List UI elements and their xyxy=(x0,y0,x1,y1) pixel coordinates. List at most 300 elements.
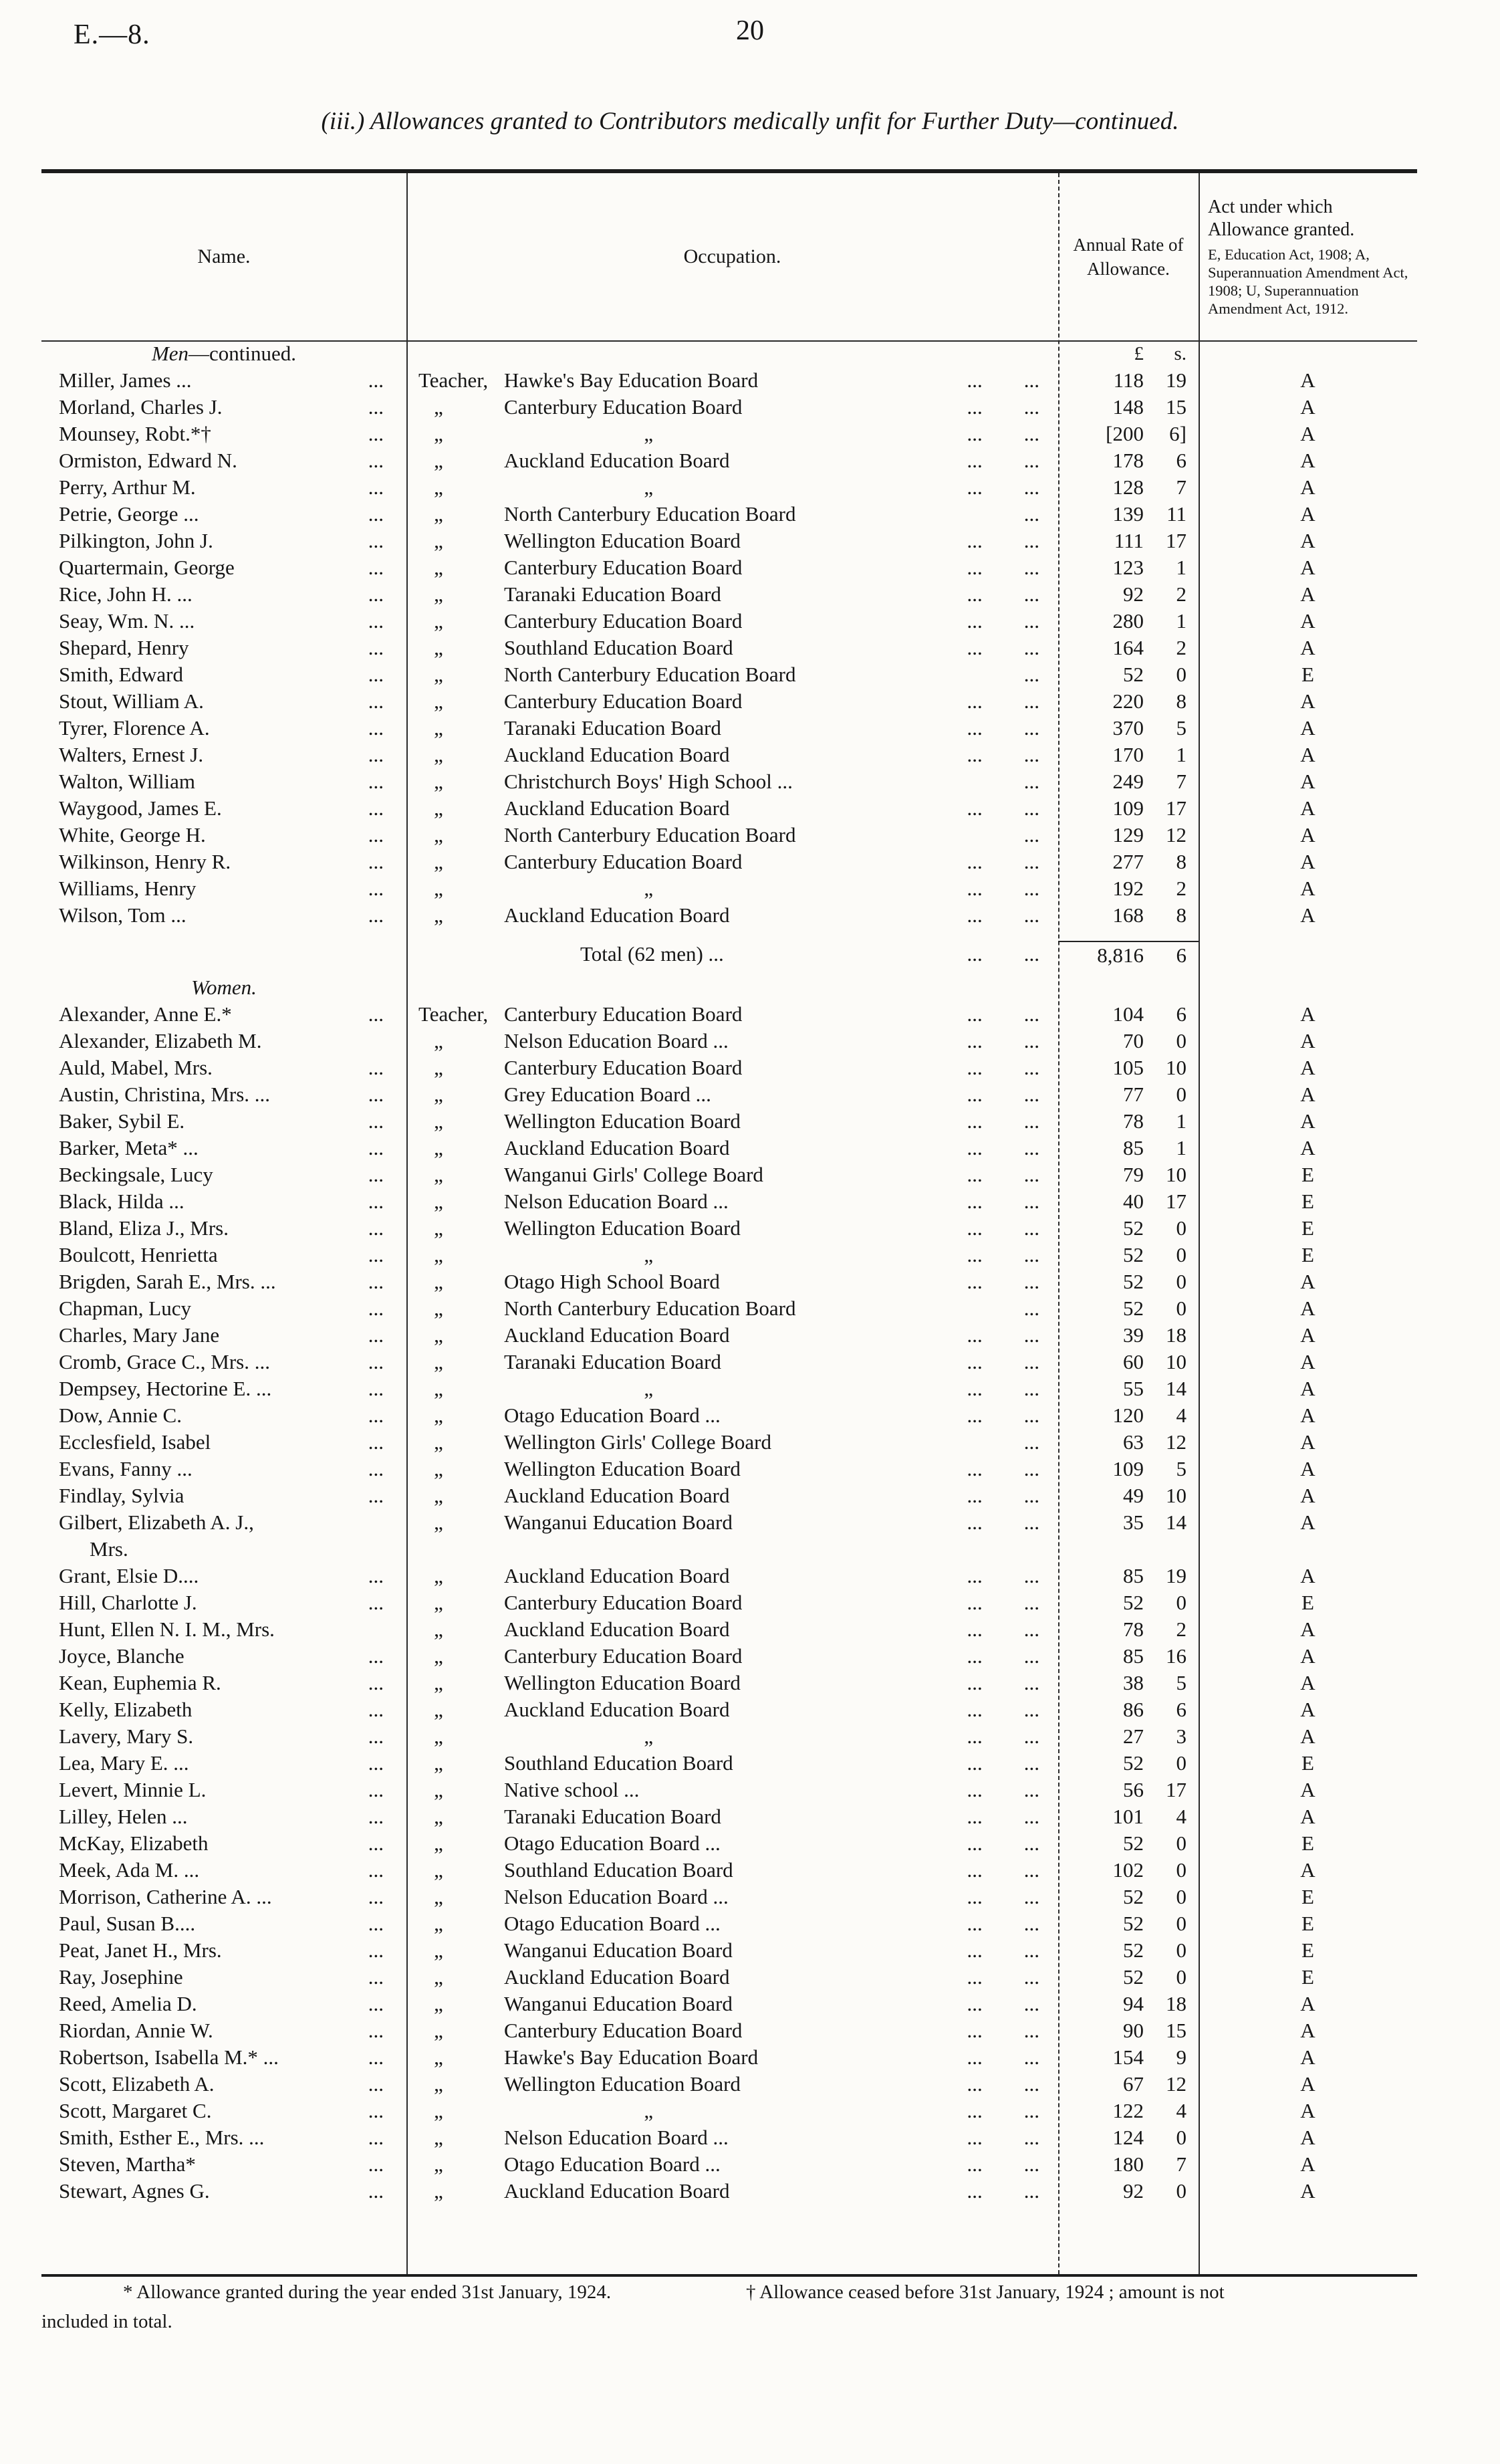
rate-shillings: 14 xyxy=(1166,1377,1186,1400)
occupation-prefix: „ xyxy=(434,2126,443,2149)
occupation-prefix: „ xyxy=(434,1136,443,1159)
occupation-cell xyxy=(406,581,1058,608)
occupation-dot-leader: ... ... xyxy=(967,877,1039,900)
act-code: A xyxy=(1300,2072,1316,2096)
person-name: Ray, Josephine xyxy=(59,1965,183,1989)
rate-cell xyxy=(1058,1215,1199,1242)
name-cell xyxy=(41,2017,406,2044)
board-name: Auckland Education Board xyxy=(504,903,730,927)
act-code: A xyxy=(1300,1083,1316,1106)
name-dot-leader: ... xyxy=(368,1457,384,1480)
name-cell xyxy=(41,2124,406,2151)
occupation-dot-leader: ... ... xyxy=(967,743,1039,766)
occupation-cell xyxy=(406,1884,1058,1910)
occupation-cell xyxy=(406,1215,1058,1242)
person-name: Findlay, Sylvia xyxy=(59,1484,184,1507)
occupation-prefix: „ xyxy=(434,1457,443,1480)
occupation-prefix: „ xyxy=(434,2072,443,2096)
rate-pounds: 124 xyxy=(1112,2126,1144,2149)
rate-pounds: 52 xyxy=(1123,1591,1144,1614)
name-cell xyxy=(41,1081,406,1108)
rate-pounds: 40 xyxy=(1123,1190,1144,1213)
occupation-dot-leader: ... ... xyxy=(967,1992,1039,2015)
occupation-prefix: „ xyxy=(434,1270,443,1293)
act-code: A xyxy=(1300,449,1316,472)
name-cell xyxy=(41,1108,406,1135)
rate-cell xyxy=(1058,822,1199,849)
occupation-cell xyxy=(406,1295,1058,1322)
occupation-prefix: „ xyxy=(434,796,443,820)
name-dot-leader: ... xyxy=(368,1938,384,1962)
occupation-dot-leader: ... ... xyxy=(967,1083,1039,1106)
rate-pounds: 90 xyxy=(1123,2019,1144,2042)
board-name: Taranaki Education Board xyxy=(504,1805,721,1828)
act-code: E xyxy=(1301,1885,1314,1908)
name-cell xyxy=(41,501,406,528)
rate-cell xyxy=(1058,1161,1199,1188)
occupation-dot-leader: ... ... xyxy=(967,395,1039,419)
occupation-dot-leader: ... xyxy=(1023,1430,1039,1454)
rate-shillings: 1 xyxy=(1176,1136,1186,1159)
rate-pounds: 86 xyxy=(1123,1698,1144,1721)
occupation-cell xyxy=(406,1322,1058,1349)
name-dot-leader: ... xyxy=(368,823,384,847)
name-dot-leader: ... xyxy=(368,663,384,686)
name-cell xyxy=(41,1696,406,1723)
occupation-dot-leader: ... ... xyxy=(967,1377,1039,1400)
board-name: Canterbury Education Board xyxy=(504,1002,743,1026)
table-row xyxy=(41,715,1417,742)
rate-shillings: 10 xyxy=(1166,1056,1186,1079)
name-cell xyxy=(41,1803,406,1830)
act-code: A xyxy=(1300,743,1316,766)
act-code: A xyxy=(1300,1457,1316,1480)
table-row xyxy=(41,2151,1417,2178)
name-cell xyxy=(41,447,406,474)
section-heading-row xyxy=(41,974,1417,1001)
header-act xyxy=(1199,173,1417,340)
person-name: Joyce, Blanche xyxy=(59,1644,184,1668)
occupation-cell xyxy=(406,1670,1058,1696)
occupation-cell xyxy=(406,2151,1058,2178)
name-dot-leader: ... xyxy=(368,1644,384,1668)
board-name: Wellington Education Board xyxy=(504,1671,741,1694)
name-dot-leader: ... xyxy=(368,609,384,633)
rate-pounds: 52 xyxy=(1123,1831,1144,1855)
name-dot-leader: ... xyxy=(368,877,384,900)
rate-cell xyxy=(1058,1991,1199,2017)
occupation-dot-leader: ... xyxy=(1023,1297,1039,1320)
occupation-cell xyxy=(406,2124,1058,2151)
rate-cell xyxy=(1058,1402,1199,1429)
section-heading-rest: —continued. xyxy=(189,342,297,365)
board-name: Wanganui Education Board xyxy=(504,1938,733,1962)
occupation-dot-leader: ... ... xyxy=(967,1243,1039,1266)
person-name: Morrison, Catherine A. ... xyxy=(59,1885,272,1908)
name-cell xyxy=(41,1402,406,1429)
rate-cell xyxy=(1058,1937,1199,1964)
rate-pounds: 168 xyxy=(1112,903,1144,927)
rate-pounds: 102 xyxy=(1112,1858,1144,1882)
name-cell xyxy=(41,394,406,421)
occupation-prefix: „ xyxy=(434,1617,443,1641)
occupation-cell xyxy=(406,635,1058,661)
table-row xyxy=(41,1589,1417,1616)
rate-cell xyxy=(1058,1322,1199,1349)
person-name: Brigden, Sarah E., Mrs. ... xyxy=(59,1270,276,1293)
table-row xyxy=(41,1456,1417,1482)
occupation-prefix: „ xyxy=(434,1912,443,1935)
table-row xyxy=(41,902,1417,929)
person-name: Dempsey, Hectorine E. ... xyxy=(59,1377,272,1400)
table-row xyxy=(41,1643,1417,1670)
person-name: Wilson, Tom ... xyxy=(59,903,186,927)
table-row xyxy=(41,768,1417,795)
name-cell xyxy=(41,1830,406,1857)
rate-pounds: 129 xyxy=(1112,823,1144,847)
board-name: North Canterbury Education Board xyxy=(504,663,796,686)
person-name: Waygood, James E. xyxy=(59,796,222,820)
rate-shillings: 2 xyxy=(1176,1617,1186,1641)
occupation-prefix: „ xyxy=(434,1190,443,1213)
occupation-dot-leader: ... ... xyxy=(967,1270,1039,1293)
rate-pounds: 39 xyxy=(1123,1323,1144,1347)
table-row xyxy=(41,1563,1417,1589)
occupation-prefix: „ xyxy=(434,2019,443,2042)
occupation-cell xyxy=(406,2044,1058,2071)
act-code: A xyxy=(1300,475,1316,499)
occupation-prefix: „ xyxy=(434,502,443,526)
table-body xyxy=(41,340,1417,2205)
rate-pounds: 280 xyxy=(1112,609,1144,633)
person-name: Auld, Mabel, Mrs. xyxy=(59,1056,213,1079)
rate-cell xyxy=(1058,2178,1199,2205)
name-cell xyxy=(41,1750,406,1777)
occupation-dot-leader: ... ... xyxy=(967,1564,1039,1587)
act-code: A xyxy=(1300,1617,1316,1641)
table-row xyxy=(41,1857,1417,1884)
name-cell xyxy=(41,1884,406,1910)
occupation-dot-leader: ... ... xyxy=(967,449,1039,472)
act-code: A xyxy=(1300,422,1316,445)
rate-shillings: 0 xyxy=(1176,1751,1186,1775)
board-name: „ xyxy=(644,877,654,900)
person-name: Levert, Minnie L. xyxy=(59,1778,207,1801)
occupation-dot-leader: ... ... xyxy=(967,1163,1039,1186)
rate-shillings: 0 xyxy=(1176,1270,1186,1293)
act-code: A xyxy=(1300,1510,1316,1534)
occupation-prefix: „ xyxy=(434,529,443,552)
name-dot-leader: ... xyxy=(368,1484,384,1507)
name-dot-leader: ... xyxy=(368,1002,384,1026)
name-cell xyxy=(41,795,406,822)
rate-shillings: 2 xyxy=(1176,582,1186,606)
act-code: A xyxy=(1300,850,1316,873)
rate-cell xyxy=(1058,1964,1199,1991)
occupation-dot-leader: ... ... xyxy=(967,1885,1039,1908)
rate-cell xyxy=(1058,1884,1199,1910)
act-code: A xyxy=(1300,796,1316,820)
rate-shillings: 7 xyxy=(1176,2152,1186,2176)
occupation-cell xyxy=(406,2017,1058,2044)
occupation-cell xyxy=(406,875,1058,902)
name-cell xyxy=(41,1215,406,1242)
rate-pounds: 180 xyxy=(1112,2152,1144,2176)
board-name: Auckland Education Board xyxy=(504,743,730,766)
occupation-prefix: „ xyxy=(434,1109,443,1133)
act-code: A xyxy=(1300,1377,1316,1400)
board-name: Nelson Education Board ... xyxy=(504,1190,729,1213)
rate-shillings: 17 xyxy=(1166,529,1186,552)
rate-pounds: 52 xyxy=(1123,1297,1144,1320)
rate-cell xyxy=(1058,849,1199,875)
occupation-prefix: „ xyxy=(434,1885,443,1908)
occupation-prefix: „ xyxy=(434,689,443,713)
person-name: Steven, Martha* xyxy=(59,2152,196,2176)
rate-shillings: 0 xyxy=(1176,1083,1186,1106)
rate-shillings: 0 xyxy=(1176,1029,1186,1052)
rate-shillings: 1 xyxy=(1176,609,1186,633)
occupation-cell xyxy=(406,2098,1058,2124)
occupation-dot-leader: ... ... xyxy=(967,529,1039,552)
rate-pounds: 67 xyxy=(1123,2072,1144,2096)
board-name: Southland Education Board xyxy=(504,1858,733,1882)
table-row xyxy=(41,2071,1417,2098)
person-name: Boulcott, Henrietta xyxy=(59,1243,218,1266)
occupation-prefix: „ xyxy=(434,395,443,419)
rate-pounds: 164 xyxy=(1112,636,1144,659)
rate-pounds: 52 xyxy=(1123,1885,1144,1908)
rate-cell xyxy=(1058,1135,1199,1161)
occupation-cell xyxy=(406,1482,1058,1509)
rate-cell xyxy=(1058,1482,1199,1509)
occupation-cell xyxy=(406,1242,1058,1268)
act-code: A xyxy=(1300,502,1316,526)
name-cell xyxy=(41,1429,406,1456)
occupation-dot-leader: ... xyxy=(1023,502,1039,526)
person-name: Williams, Henry xyxy=(59,877,197,900)
rate-pounds: 77 xyxy=(1123,1083,1144,1106)
rate-cell xyxy=(1058,1616,1199,1643)
occupation-prefix: „ xyxy=(434,1965,443,1989)
occupation-prefix: „ xyxy=(434,1831,443,1855)
board-name: Auckland Education Board xyxy=(504,1323,730,1347)
act-code: A xyxy=(1300,1858,1316,1882)
name-dot-leader: ... xyxy=(368,1404,384,1427)
rate-cell xyxy=(1058,447,1199,474)
name-dot-leader: ... xyxy=(368,1751,384,1775)
occupation-dot-leader: ... ... xyxy=(967,1938,1039,1962)
table-row xyxy=(41,1242,1417,1268)
person-name: Ormiston, Edward N. xyxy=(59,449,237,472)
name-cell xyxy=(41,1777,406,1803)
rate-pounds: 139 xyxy=(1112,502,1144,526)
act-code: E xyxy=(1301,1163,1314,1186)
table-row xyxy=(41,1135,1417,1161)
rate-shillings: 4 xyxy=(1176,1805,1186,1828)
name-dot-leader: ... xyxy=(368,1163,384,1186)
name-cell xyxy=(41,902,406,929)
act-code: A xyxy=(1300,1029,1316,1052)
board-name: Otago High School Board xyxy=(504,1270,720,1293)
rate-cell xyxy=(1058,1108,1199,1135)
occupation-dot-leader: ... ... xyxy=(967,1510,1039,1534)
table-row xyxy=(41,1777,1417,1803)
rate-pounds: 109 xyxy=(1112,796,1144,820)
rate-pounds: 78 xyxy=(1123,1617,1144,1641)
rate-shillings: 0 xyxy=(1176,663,1186,686)
occupation-dot-leader: ... ... xyxy=(967,1724,1039,1748)
board-name: Wellington Education Board xyxy=(504,2072,741,2096)
table-row xyxy=(41,1670,1417,1696)
name-dot-leader: ... xyxy=(368,529,384,552)
total-label-cell xyxy=(406,941,1058,968)
rate-cell xyxy=(1058,1857,1199,1884)
act-code: A xyxy=(1300,1136,1316,1159)
occupation-dot-leader: ... xyxy=(1023,663,1039,686)
currency-header xyxy=(1058,340,1199,367)
person-name: Paul, Susan B.... xyxy=(59,1912,196,1935)
rate-cell xyxy=(1058,394,1199,421)
rate-shillings: 4 xyxy=(1176,1404,1186,1427)
rate-cell xyxy=(1058,2044,1199,2071)
name-cell xyxy=(41,608,406,635)
act-code: A xyxy=(1300,529,1316,552)
occupation-cell xyxy=(406,2071,1058,2098)
occupation-cell xyxy=(406,421,1058,447)
occupation-dot-leader: ... ... xyxy=(967,2099,1039,2122)
name-cell xyxy=(41,1028,406,1054)
name-cell xyxy=(41,661,406,688)
occupation-cell xyxy=(406,715,1058,742)
act-code: A xyxy=(1300,1056,1316,1079)
occupation-prefix: „ xyxy=(434,823,443,847)
board-name: „ xyxy=(644,1243,654,1266)
table-row xyxy=(41,1750,1417,1777)
person-name: Walters, Ernest J. xyxy=(59,743,204,766)
name-dot-leader: ... xyxy=(368,1270,384,1293)
occupation-dot-leader: ... ... xyxy=(967,1805,1039,1828)
rate-pounds: 104 xyxy=(1112,1002,1144,1026)
act-code: A xyxy=(1300,582,1316,606)
table-row xyxy=(41,849,1417,875)
act-code: A xyxy=(1300,636,1316,659)
occupation-dot-leader: ... ... xyxy=(967,1029,1039,1052)
occupation-cell xyxy=(406,1803,1058,1830)
table-row xyxy=(41,528,1417,554)
rate-shillings: 0 xyxy=(1176,1858,1186,1882)
table-row xyxy=(41,581,1417,608)
table-row xyxy=(41,1188,1417,1215)
rate-pounds: 78 xyxy=(1123,1109,1144,1133)
header-act-legend: E, Education Act, 1908; A, Superannuation Amendment Act, 1908; U, Superannuation Amendment Act, 1912. xyxy=(1208,246,1408,317)
table-row xyxy=(41,1349,1417,1375)
pounds-symbol: £ xyxy=(1134,343,1144,364)
name-cell xyxy=(41,2151,406,2178)
occupation-prefix: „ xyxy=(434,1083,443,1106)
occupation-prefix: „ xyxy=(434,1430,443,1454)
occupation-cell xyxy=(406,447,1058,474)
name-cell xyxy=(41,635,406,661)
table-row xyxy=(41,1028,1417,1054)
person-name: Scott, Elizabeth A. xyxy=(59,2072,215,2096)
table-row xyxy=(41,1482,1417,1509)
occupation-prefix: „ xyxy=(434,582,443,606)
rate-cell xyxy=(1058,1509,1199,1563)
occupation-dot-leader: ... ... xyxy=(967,1591,1039,1614)
board-name: Nelson Education Board ... xyxy=(504,1885,729,1908)
act-code: E xyxy=(1301,1912,1314,1935)
shillings-symbol: s. xyxy=(1174,343,1186,364)
table-row xyxy=(41,1696,1417,1723)
rate-cell xyxy=(1058,1081,1199,1108)
person-name: Smith, Esther E., Mrs. ... xyxy=(59,2126,265,2149)
rate-shillings: 0 xyxy=(1176,1885,1186,1908)
occupation-prefix: „ xyxy=(434,2152,443,2176)
occupation-prefix: „ xyxy=(434,716,443,740)
name-dot-leader: ... xyxy=(368,1965,384,1989)
act-code: A xyxy=(1300,770,1316,793)
rate-cell xyxy=(1058,421,1199,447)
board-name: North Canterbury Education Board xyxy=(504,1297,796,1320)
occupation-cell xyxy=(406,501,1058,528)
person-name: Wilkinson, Henry R. xyxy=(59,850,231,873)
rate-shillings: 0 xyxy=(1176,1297,1186,1320)
person-name: Cromb, Grace C., Mrs. ... xyxy=(59,1350,270,1373)
board-name: „ xyxy=(644,422,654,445)
rate-cell xyxy=(1058,2017,1199,2044)
rate-pounds: 38 xyxy=(1123,1671,1144,1694)
rate-cell xyxy=(1058,528,1199,554)
table-row xyxy=(41,2044,1417,2071)
occupation-dot-leader: ... ... xyxy=(967,1644,1039,1668)
rate-cell xyxy=(1058,875,1199,902)
name-dot-leader: ... xyxy=(368,582,384,606)
name-dot-leader: ... xyxy=(368,716,384,740)
occupation-dot-leader: ... ... xyxy=(967,636,1039,659)
occupation-prefix: „ xyxy=(434,1644,443,1668)
act-code: A xyxy=(1300,689,1316,713)
occupation-cell xyxy=(406,1857,1058,1884)
act-code: A xyxy=(1300,823,1316,847)
occupation-cell xyxy=(406,849,1058,875)
name-dot-leader: ... xyxy=(368,1778,384,1801)
act-code: A xyxy=(1300,1724,1316,1748)
table-row xyxy=(41,1402,1417,1429)
act-code: A xyxy=(1300,716,1316,740)
board-name: Otago Education Board ... xyxy=(504,2152,721,2176)
occupation-cell xyxy=(406,1777,1058,1803)
act-code: A xyxy=(1300,1109,1316,1133)
rate-cell xyxy=(1058,742,1199,768)
board-name: Auckland Education Board xyxy=(504,796,730,820)
rate-pounds: 109 xyxy=(1112,1457,1144,1480)
occupation-dot-leader: ... ... xyxy=(967,556,1039,579)
act-code: A xyxy=(1300,1698,1316,1721)
rate-cell xyxy=(1058,1054,1199,1081)
rate-shillings: 12 xyxy=(1166,1430,1186,1454)
table-row xyxy=(41,1991,1417,2017)
rate-shillings: 2 xyxy=(1176,877,1186,900)
name-cell xyxy=(41,1589,406,1616)
board-name: Grey Education Board ... xyxy=(504,1083,711,1106)
name-cell xyxy=(41,875,406,902)
name-dot-leader: ... xyxy=(368,743,384,766)
occupation-dot-leader: ... ... xyxy=(967,2126,1039,2149)
rate-shillings: 6] xyxy=(1169,422,1186,445)
section-heading xyxy=(41,340,406,367)
name-cell xyxy=(41,1161,406,1188)
